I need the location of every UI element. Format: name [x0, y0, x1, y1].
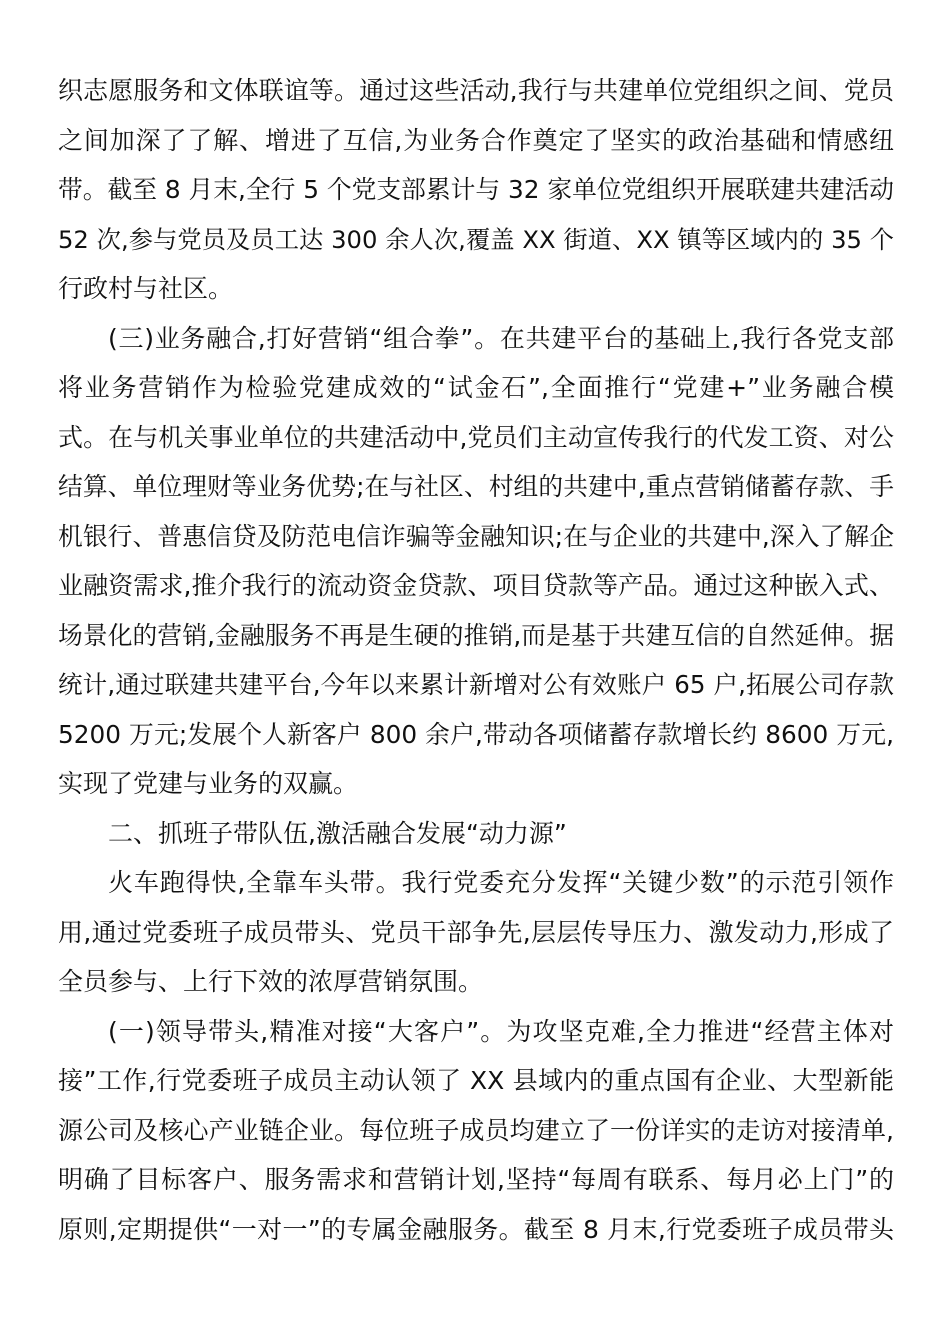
text-line-15: 实现了党建与业务的双赢。 [58, 769, 359, 798]
text-line-7: 将业务营销作为检验党建成效的“试金石”,全面推行“党建+”业务融合模 [58, 373, 894, 402]
text-line-4: 52 次,参与党员及员工达 300 余人次,覆盖 XX 街道、XX 镇等区域内的 35 个 [58, 224, 894, 254]
text-line-13: 统计,通过联建共建平台,今年以来累计新增对公有效账户 65 户,拓展公司存款 [58, 670, 894, 699]
text-line-2: 之间加深了了解、增进了互信,为业务合作奠定了坚实的政治基础和情感纽 [58, 125, 894, 155]
document-body [58, 66, 894, 1254]
text-line-9: 结算、单位理财等业务优势;在与社区、村组的共建中,重点营销储蓄存款、手 [58, 472, 894, 501]
text-line-19: 全员参与、上行下效的浓厚营销氛围。 [58, 967, 484, 996]
text-line-17: 火车跑得快,全靠车头带。我行党委充分发挥“关键少数”的示范引领作 [108, 868, 894, 897]
text-line-24: 原则,定期提供“一对一”的专属金融服务。截至 8 月末,行党委班子成员带头 [58, 1214, 894, 1244]
text-line-20: (一)领导带头,精准对接“大客户”。为攻坚克难,全力推进“经营主体对 [108, 1016, 894, 1046]
text-line-23: 明确了目标客户、服务需求和营销计划,坚持“每周有联系、每月必上门”的 [58, 1165, 894, 1194]
text-line-8: 式。在与机关事业单位的共建活动中,党员们主动宣传我行的代发工资、对公 [58, 422, 894, 452]
text-line-14: 5200 万元;发展个人新客户 800 余户,带动各项储蓄存款增长约 8600 万元, [58, 719, 894, 749]
text-line-11: 业融资需求,推介我行的流动资金贷款、项目贷款等产品。通过这种嵌入式、 [58, 571, 894, 600]
text-line-22: 源公司及核心产业链企业。每位班子成员均建立了一份详实的走访对接清单, [58, 1115, 894, 1145]
section-heading: 二、抓班子带队伍,激活融合发展“动力源” [108, 818, 567, 848]
text-line-6: (三)业务融合,打好营销“组合拳”。在共建平台的基础上,我行各党支部 [108, 323, 894, 353]
text-line-18: 用,通过党委班子成员带头、党员干部争先,层层传导压力、激发动力,形成了 [58, 917, 894, 947]
text-line-21: 接”工作,行党委班子成员主动认领了 XX 县域内的重点国有企业、大型新能 [58, 1066, 894, 1095]
text-line-1: 织志愿服务和文体联谊等。通过这些活动,我行与共建单位党组织之间、党员 [58, 76, 894, 105]
text-line-5: 行政村与社区。 [58, 274, 234, 303]
text-line-10: 机银行、普惠信贷及防范电信诈骗等金融知识;在与企业的共建中,深入了解企 [58, 521, 894, 551]
text-line-12: 场景化的营销,金融服务不再是生硬的推销,而是基于共建互信的自然延伸。据 [58, 620, 894, 650]
text-line-3: 带。截至 8 月末,全行 5 个党支部累计与 32 家单位党组织开展联建共建活动 [58, 175, 894, 204]
